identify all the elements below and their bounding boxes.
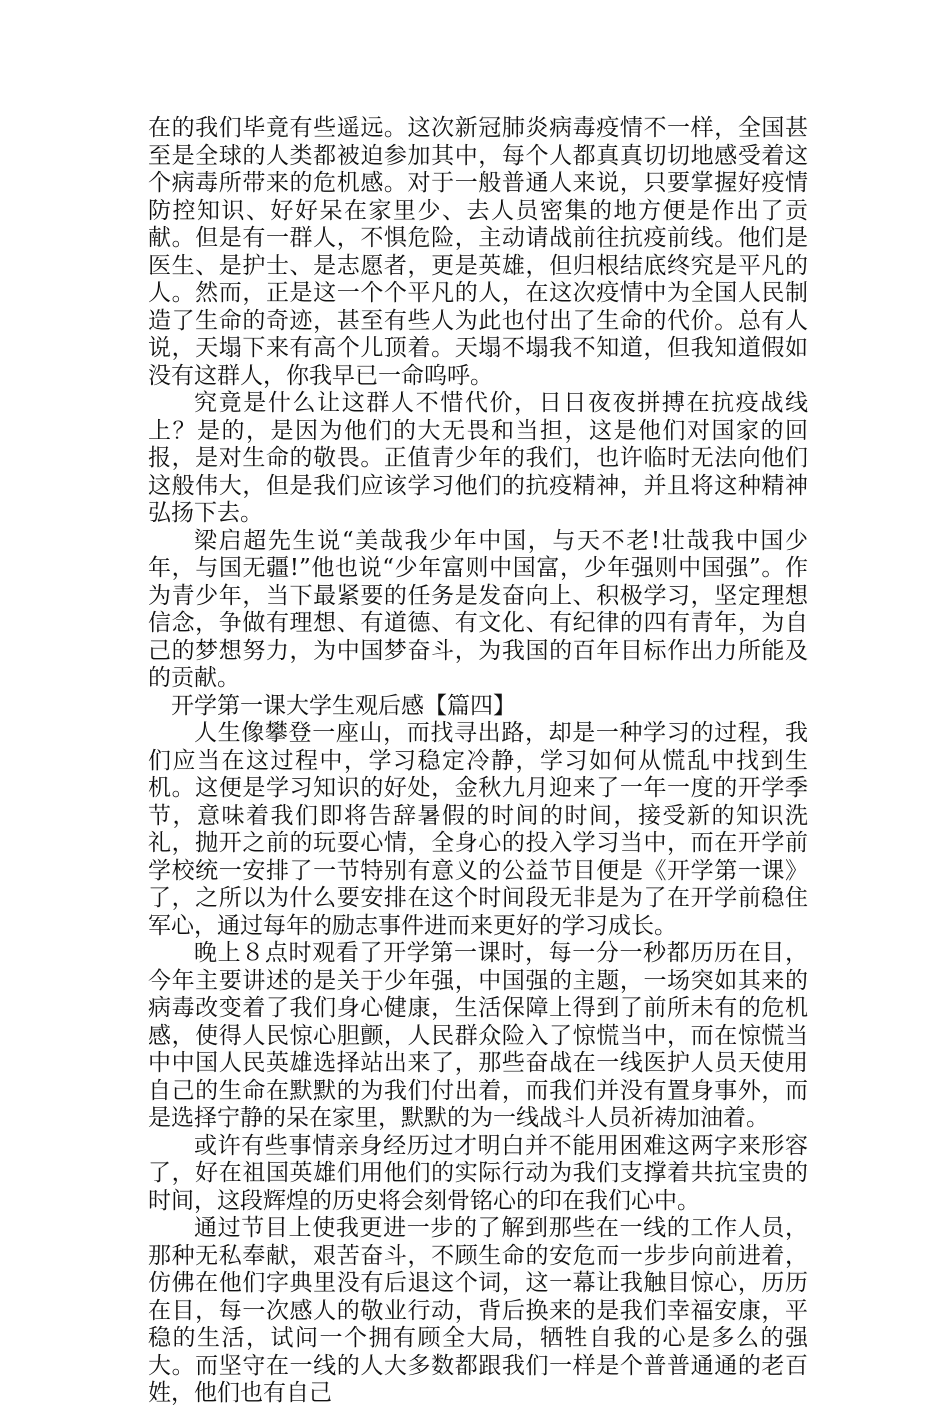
paragraph: 通过节目上使我更进一步的了解到那些在一线的工作人员，那种无私奉献，艰苦奋斗，不顾生命的安危而一步步向前进着，仿佛在他们字典里没有后退这个词，这一幕让我触目惊心，历历在目，每一次感人的敬业行动，背后换来的是我们幸福安康，平稳的生活，试问一个拥有顾全大局，牺牲自我的心是多么的强大。而坚守在一线的人大多数都跟我们一样是个普普通通的老百姓，他们也有自己: [148, 1215, 808, 1406]
paragraph-continued: 在的我们毕竟有些遥远。这次新冠肺炎病毒疫情不一样，全国甚至是全球的人类都被迫参加其中，每个人都真真切切地感受着这个病毒所带来的危机感。对于一般普通人来说，只要掌握好疫情防控知识、好好呆在家里少、去人员密集的地方便是作出了贡献。但是有一群人，不惧危险，主动请战前往抗疫前线。他们是医生、是护士、是志愿者，更是英雄，但归根结底终究是平凡的人。然而，正是这一个个平凡的人，在这次疫情中为全国人民制造了生命的奇迹，甚至有些人为此也付出了生命的代价。总有人说，天塌下来有高个儿顶着。天塌不塌我不知道，但我知道假如没有这群人，你我早已一命呜呼。: [148, 115, 808, 389]
paragraph: 究竟是什么让这群人不惜代价，日日夜夜拼搏在抗疫战线上？是的，是因为他们的大无畏和当担，这是他们对国家的回报，是对生命的敬畏。正值青少年的我们，也许临时无法向他们这般伟大，但是我们应该学习他们的抗疫精神，并且将这种精神弘扬下去。: [148, 390, 808, 526]
paragraph: 梁启超先生说“美哉我少年中国，与天不老!壮哉我中国少年，与国无疆!”他也说“少年富则中国富，少年强则中国强”。作为青少年，当下最紧要的任务是发奋向上、积极学习，坚定理想信念，争做有理想、有道德、有文化、有纪律的四有青年，为自己的梦想努力，为中国梦奋斗，为我国的百年目标作出力所能及的贡献。: [148, 527, 808, 691]
paragraph: 晚上８点时观看了开学第一课时，每一分一秒都历历在目，今年主要讲述的是关于少年强，中国强的主题，一场突如其来的病毒改变着了我们身心健康，生活保障上得到了前所未有的危机感，使得人民惊心胆颤，人民群众险入了惊慌当中，而在惊慌当中中国人民英雄选择站出来了，那些奋战在一线医护人员天使用自己的生命在默默的为我们付出着，而我们并没有置身事外，而是选择宁静的呆在家里，默默的为一线战斗人员祈祷加油着。: [148, 940, 808, 1131]
paragraph: 或许有些事情亲身经历过才明白并不能用困难这两字来形容了，好在祖国英雄们用他们的实际行动为我们支撑着共抗宝贵的时间，这段辉煌的历史将会刻骨铭心的印在我们心中。: [148, 1132, 808, 1214]
section-heading: 开学第一课大学生观后感【篇四】: [171, 692, 516, 719]
document-body: [148, 115, 808, 1408]
paragraph: 人生像攀登一座山，而找寻出路，却是一种学习的过程，我们应当在这过程中，学习稳定冷静，学习如何从慌乱中找到生机。这便是学习知识的好处，金秋九月迎来了一年一度的开学季节，意味着我们即将告辞暑假的时间的时间，接受新的知识洗礼，抛开之前的玩耍心情，全身心的投入学习当中，而在开学前学校统一安排了一节特别有意义的公益节目便是《开学第一课》了，之所以为什么要安排在这个时间段无非是为了在开学前稳住军心，通过每年的励志事件进而来更好的学习成长。: [148, 720, 808, 939]
